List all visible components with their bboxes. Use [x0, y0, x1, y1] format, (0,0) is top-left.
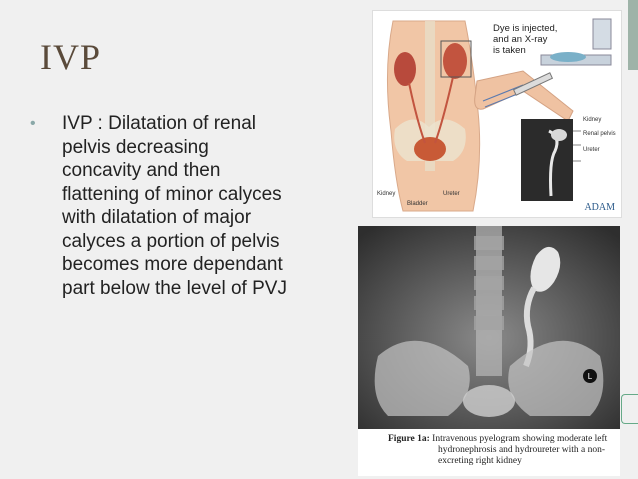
label-kidney: Kidney [377, 191, 396, 197]
label-ureter: Ureter [443, 191, 460, 197]
dye-label [493, 23, 573, 56]
ivp-illustration [372, 10, 622, 218]
side-tab [621, 394, 638, 424]
bullet-icon: • [30, 115, 36, 132]
inset-label-ureter: Ureter [583, 147, 600, 153]
xray-figure [358, 226, 620, 476]
label-bladder: Bladder [407, 201, 428, 207]
bullet-list [30, 112, 290, 300]
caption-line-3: excreting right kidney [438, 456, 522, 466]
dye-label-line-3: is taken [493, 45, 526, 56]
adam-logo: ADAM [584, 202, 615, 213]
inset-label-pelvis: Renal pelvis [583, 131, 616, 137]
caption-line-2: hydronephrosis and hydroureter with a non- [438, 445, 606, 455]
dye-label-line-1: Dye is injected, [493, 23, 558, 34]
xray-image [358, 226, 620, 429]
slide-title: IVP [40, 37, 102, 77]
caption-line-1: Intravenous pyelogram showing moderate left [432, 434, 608, 444]
dye-label-line-2: and an X-ray [493, 34, 548, 45]
figure-caption [388, 434, 618, 467]
corner-accent [628, 0, 638, 70]
caption-label: Figure 1a: [388, 434, 430, 444]
bullet-text: IVP : Dilatation of renal pelvis decreasing concavity and then flattening of minor calyces with dilatation of major calyces a portion of pelvis becomes more dependant part below the level of PVJ [62, 113, 287, 299]
inset-label-kidney: Kidney [583, 117, 602, 123]
side-marker: L [587, 372, 593, 381]
